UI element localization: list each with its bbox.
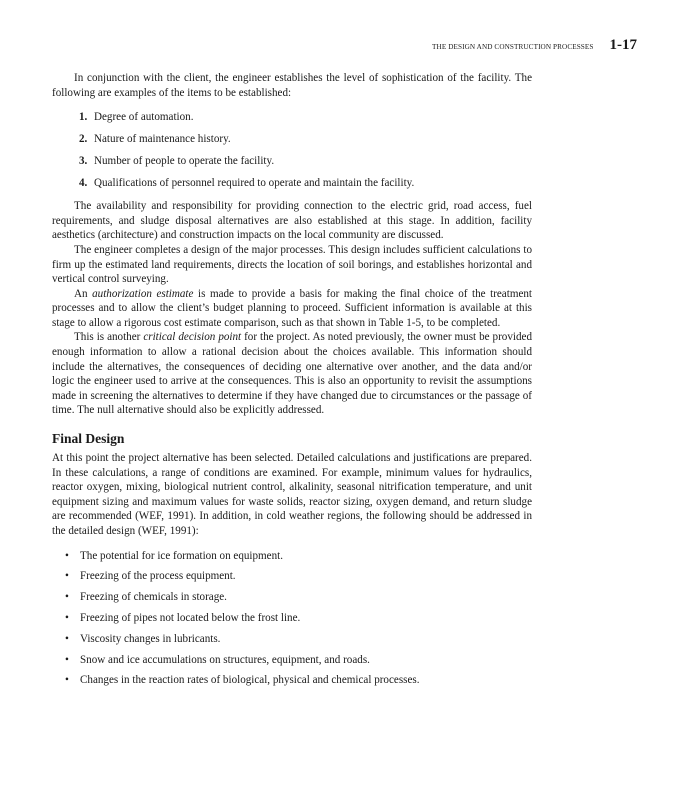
numbered-item [79, 110, 532, 125]
item-number: 4. [79, 176, 88, 189]
bullet-text: Freezing of pipes not located below the frost line. [80, 611, 301, 624]
bullet-text: The potential for ice formation on equipment. [80, 549, 284, 562]
body-text [52, 71, 532, 694]
bullet-text: Freezing of chemicals in storage. [80, 591, 227, 604]
bullet-icon: • [65, 570, 69, 583]
bullet-icon: • [65, 611, 69, 624]
item-text: Qualifications of personnel required to operate and maintain the facility. [94, 176, 415, 189]
item-text: Number of people to operate the facility. [94, 154, 275, 167]
critical-paragraph [52, 330, 532, 418]
authorization-lead: An [74, 287, 93, 300]
item-number: 2. [79, 132, 88, 145]
critical-lead: This is another [74, 331, 144, 344]
bullet-item [65, 549, 532, 564]
final-design-heading: Final Design [52, 431, 125, 447]
authorization-paragraph [52, 287, 532, 331]
final-design-paragraph: At this point the project alternative has been selected. Detailed calculations and justifications are prepared. In these calculations, a range of conditions are examined. For example, minimum values for hydraulics, reactor oxygen, mixing, biological nutrient control, alkalinity, seasonal nitrification temperature, and unit equipment sizing and maximum values for waste solids, reactor sizing, oxygen demand, and return sludge are recommended (WEF, 1991). In addition, in cold weather regions, the following should be addressed in the detailed design (WEF, 1991): [52, 452, 532, 537]
bullet-text: Changes in the reaction rates of biological, physical and chemical processes. [80, 674, 420, 687]
numbered-item [79, 154, 532, 169]
bullet-item [65, 590, 532, 605]
item-number: 1. [79, 111, 88, 124]
intro-paragraph: In conjunction with the client, the engineer establishes the level of sophistication of the facility. The following are examples of the items to be established: [52, 72, 532, 99]
numbered-list [79, 110, 532, 190]
bullet-icon: • [65, 674, 69, 687]
bullet-item [65, 569, 532, 584]
item-text: Degree of automation. [94, 111, 194, 124]
availability-paragraph: The availability and responsibility for providing connection to the electric grid, road access, fuel requirements, and sludge disposal alternatives are also established at this stage. In addition, facility aesthetics (architecture) and construction impacts on the local community are discussed. [52, 200, 532, 242]
bullet-item [65, 653, 532, 668]
bullet-text: Viscosity changes in lubricants. [80, 632, 221, 645]
critical-rest: for the project. As noted previously, the owner must be provided enough information to allow a rational decision about the choices available. This information should include the alternatives, the consequences of deciding one alternative over another, and the data and/or logic the engineer used to arrive at the consequences. This is also an opportunity to revisit the assumptions made in screening the alternatives to determine if they have changed due to circumstances or the passage of time. The null alternative should also be explicitly addressed. [52, 331, 532, 417]
item-number: 3. [79, 154, 88, 167]
bullet-icon: • [65, 632, 69, 645]
design-paragraph: The engineer completes a design of the major processes. This design includes sufficient calculations to firm up the estimated land requirements, directs the location of soil borings, and establishes horizontal and vertical control surveying. [52, 243, 532, 286]
item-text: Nature of maintenance history. [94, 132, 231, 145]
bullet-icon: • [65, 653, 69, 666]
bullet-item [65, 673, 532, 688]
critical-term: critical decision point [143, 331, 242, 344]
bullet-item [65, 611, 532, 626]
numbered-item [79, 132, 532, 147]
bullet-icon: • [65, 591, 69, 604]
authorization-term: authorization estimate [92, 287, 194, 300]
bullet-item [65, 632, 532, 647]
numbered-item [79, 176, 532, 191]
bullet-text: Freezing of the process equipment. [80, 570, 236, 583]
page-number: 1-17 [609, 37, 637, 53]
running-head-title: THE DESIGN AND CONSTRUCTION PROCESSES [432, 43, 594, 51]
bullet-icon: • [65, 549, 69, 562]
cold-weather-list [65, 549, 532, 688]
running-head [52, 37, 637, 54]
bullet-text: Snow and ice accumulations on structures, equipment, and roads. [80, 653, 370, 666]
authorization-rest: is made to provide a basis for making the final choice of the treatment processes and to allow the client’s budget planning to proceed. Sufficient information is available at this stage to allow a rigorous cost estimate comparison, such as that shown in Table 1-5, to be completed. [52, 287, 532, 329]
